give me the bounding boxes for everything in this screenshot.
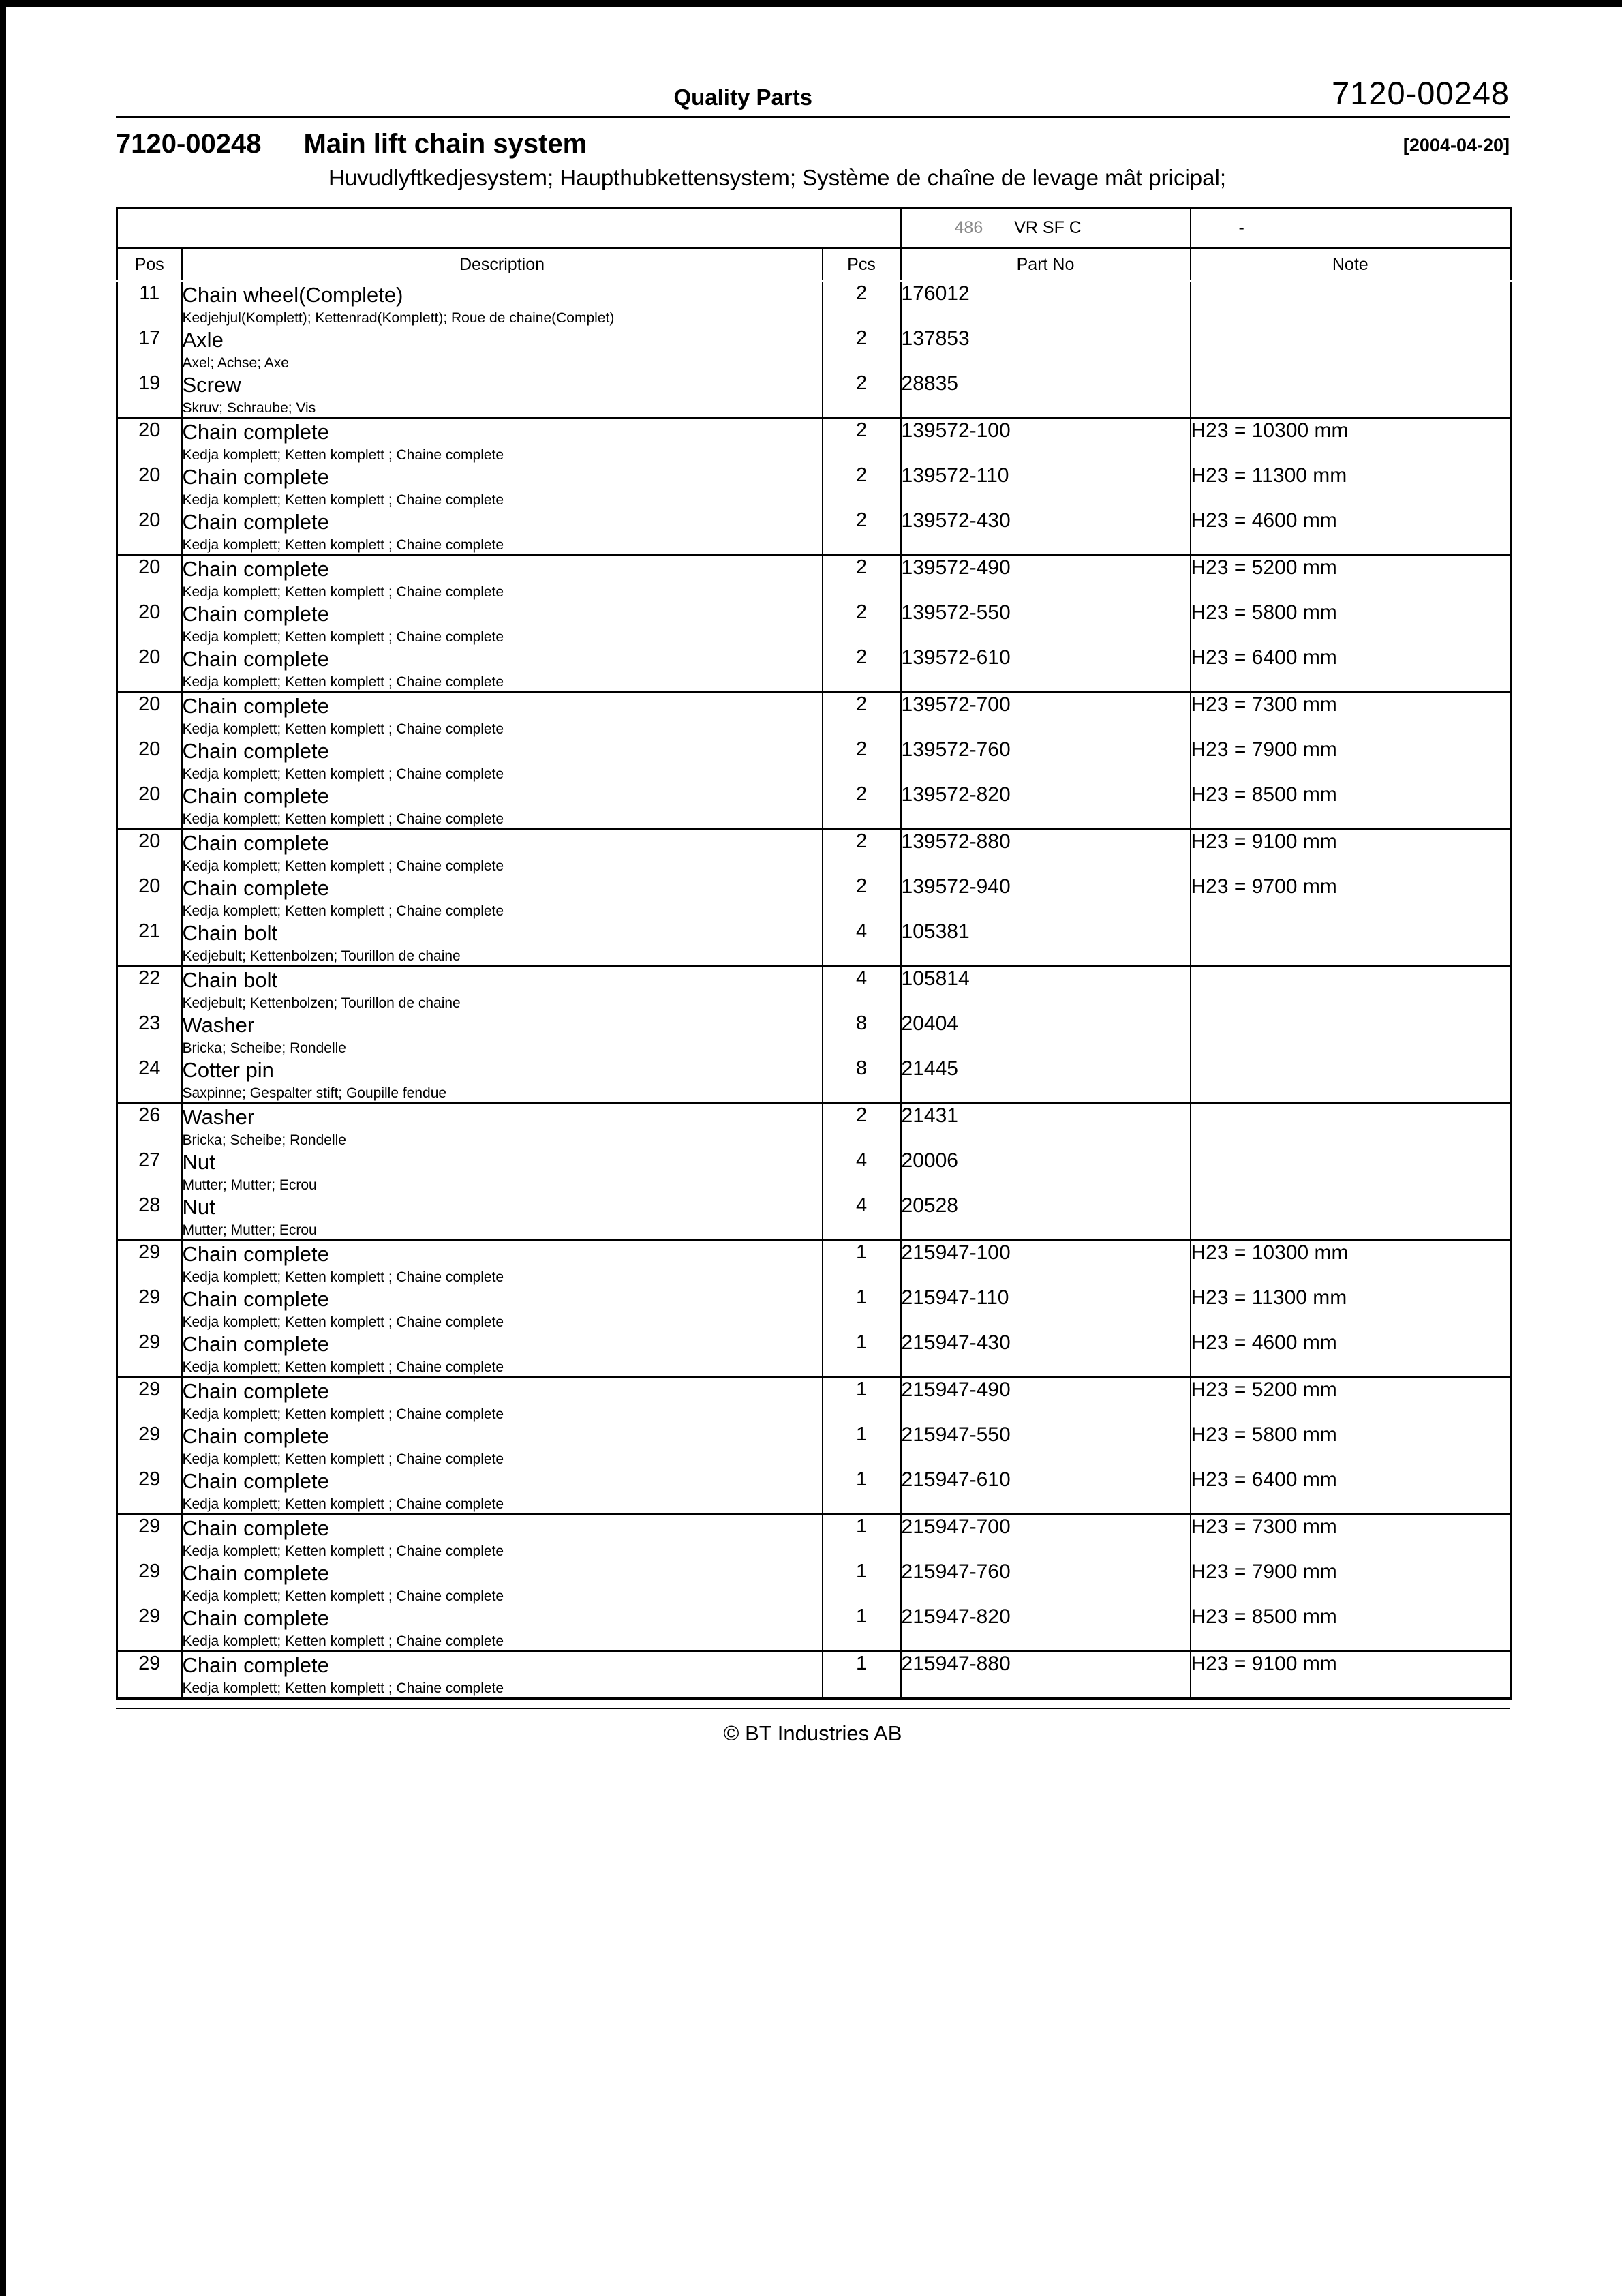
row-description-main: Chain complete	[182, 1423, 329, 1448]
row-pos: 29	[117, 1468, 182, 1515]
table-row	[117, 372, 1511, 419]
row-pcs: 2	[823, 875, 901, 920]
row-pos: 20	[138, 830, 161, 852]
row-pcs: 1	[823, 1651, 901, 1698]
row-note	[1191, 327, 1511, 372]
row-description-main: Chain complete	[182, 1560, 329, 1585]
row-pos: 29	[138, 1378, 161, 1400]
row-pos: 20	[138, 601, 161, 623]
table-row	[117, 829, 1511, 875]
scan-edge-top	[0, 0, 1622, 7]
table-row	[117, 281, 1511, 327]
row-note: H23 = 5800 mm	[1191, 1423, 1511, 1468]
row-description	[182, 1377, 823, 1423]
row-description	[182, 783, 823, 830]
table-row	[117, 1286, 1511, 1331]
row-pos: 20	[138, 693, 161, 715]
row-description-main: Chain complete	[182, 1331, 329, 1356]
row-description-translations: Mutter; Mutter; Ecrou	[182, 1177, 317, 1193]
row-description-translations: Kedja komplett; Ketten komplett ; Chaine complete	[182, 674, 504, 690]
row-description-main: Chain complete	[182, 1652, 329, 1677]
row-description-translations: Kedja komplett; Ketten komplett ; Chaine complete	[182, 629, 504, 645]
row-description	[182, 1514, 823, 1560]
row-part-number: 215947-550	[901, 1423, 1191, 1468]
column-header-pcs: Pcs	[823, 248, 901, 281]
row-description	[182, 327, 823, 372]
table-row	[117, 783, 1511, 830]
document-number-header: 7120-00248	[1332, 75, 1510, 111]
row-part-number: 139572-100	[901, 418, 1191, 464]
row-note: H23 = 4600 mm	[1191, 1331, 1511, 1378]
table-row	[117, 1514, 1511, 1560]
row-pos: 29	[138, 1286, 161, 1308]
row-description	[182, 509, 823, 556]
row-pcs: 2	[823, 327, 901, 372]
row-note: H23 = 9100 mm	[1191, 829, 1511, 875]
row-description-main: Chain complete	[182, 464, 329, 489]
row-part-number: 215947-880	[901, 1651, 1191, 1698]
row-description	[182, 875, 823, 920]
row-note	[1191, 1149, 1511, 1194]
row-description-main: Chain complete	[182, 1286, 329, 1311]
row-description-main: Chain bolt	[182, 967, 278, 992]
title-translations: Huvudlyftkedjesystem; Haupthubkettensystem; Système de chaîne de levage mât pricipal;	[328, 165, 1227, 190]
row-pcs: 2	[823, 1103, 901, 1149]
model-band-row	[117, 209, 1511, 248]
row-description-translations: Kedja komplett; Ketten komplett ; Chaine complete	[182, 1496, 504, 1512]
row-note: H23 = 11300 mm	[1191, 1286, 1511, 1331]
row-description	[182, 1331, 823, 1378]
header-divider	[116, 116, 1510, 118]
row-description-main: Chain complete	[182, 693, 329, 718]
table-row	[117, 464, 1511, 509]
row-pcs: 2	[823, 692, 901, 738]
row-part-number: 215947-430	[901, 1331, 1191, 1378]
column-header-note: Note	[1191, 248, 1511, 281]
row-note: H23 = 7300 mm	[1191, 692, 1511, 738]
table-row	[117, 966, 1511, 1012]
row-description-main: Chain complete	[182, 646, 329, 671]
row-description	[182, 1423, 823, 1468]
row-description-translations: Kedja komplett; Ketten komplett ; Chaine complete	[182, 1406, 504, 1422]
row-part-number: 139572-940	[901, 875, 1191, 920]
table-row	[117, 509, 1511, 556]
row-part-number: 20528	[901, 1194, 1191, 1241]
table-row	[117, 601, 1511, 646]
row-description-translations: Skruv; Schraube; Vis	[182, 399, 316, 416]
row-pcs: 4	[823, 920, 901, 967]
column-header-description: Description	[182, 248, 823, 281]
row-description-main: Chain bolt	[182, 920, 278, 945]
row-note	[1191, 1012, 1511, 1057]
table-row	[117, 1468, 1511, 1515]
row-pos: 20	[138, 738, 161, 760]
row-description-main: Chain complete	[182, 738, 329, 763]
row-description	[182, 738, 823, 783]
row-pos: 17	[138, 327, 161, 349]
row-note: H23 = 11300 mm	[1191, 464, 1511, 509]
row-description	[182, 1560, 823, 1605]
row-description-translations: Kedja komplett; Ketten komplett ; Chaine complete	[182, 1633, 504, 1649]
table-row	[117, 1560, 1511, 1605]
row-description-translations: Kedja komplett; Ketten komplett ; Chaine complete	[182, 721, 504, 737]
row-pos: 29	[138, 1515, 161, 1537]
row-note: H23 = 6400 mm	[1191, 1468, 1511, 1515]
row-description-main: Chain complete	[182, 1241, 329, 1266]
row-description-main: Cotter pin	[182, 1057, 274, 1082]
row-part-number: 215947-820	[901, 1605, 1191, 1652]
row-part-number: 215947-490	[901, 1377, 1191, 1423]
row-description	[182, 1651, 823, 1698]
row-part-number: 105381	[901, 920, 1191, 967]
row-description	[182, 1605, 823, 1652]
row-part-number: 139572-430	[901, 509, 1191, 556]
row-description-main: Washer	[182, 1012, 255, 1037]
row-description	[182, 372, 823, 419]
row-description-main: Chain complete	[182, 1605, 329, 1630]
table-row	[117, 1240, 1511, 1286]
row-note: H23 = 7300 mm	[1191, 1514, 1511, 1560]
row-description-translations: Kedja komplett; Ketten komplett ; Chaine complete	[182, 1451, 504, 1467]
row-pcs: 2	[823, 464, 901, 509]
row-note: H23 = 6400 mm	[1191, 646, 1511, 693]
document-number: 7120-00248	[116, 129, 262, 159]
row-description-main: Chain complete	[182, 830, 329, 855]
row-pcs: 2	[823, 646, 901, 693]
row-pos: 20	[138, 419, 161, 441]
row-description-main: Nut	[182, 1149, 215, 1174]
table-row	[117, 1651, 1511, 1698]
row-pos: 19	[117, 372, 182, 419]
row-description-translations: Kedja komplett; Ketten komplett ; Chaine complete	[182, 1588, 504, 1604]
row-pos: 11	[139, 282, 160, 304]
row-note	[1191, 920, 1511, 967]
row-part-number: 21431	[901, 1103, 1191, 1149]
row-pcs: 1	[823, 1514, 901, 1560]
row-note: H23 = 5800 mm	[1191, 601, 1511, 646]
row-description	[182, 1149, 823, 1194]
row-description	[182, 1240, 823, 1286]
row-description	[182, 555, 823, 601]
row-part-number: 139572-700	[901, 692, 1191, 738]
row-pos: 20	[117, 646, 182, 693]
table-row	[117, 1377, 1511, 1423]
parts-rows	[117, 281, 1511, 1699]
row-description	[182, 692, 823, 738]
row-description	[182, 1286, 823, 1331]
row-description-translations: Kedja komplett; Ketten komplett ; Chaine complete	[182, 1680, 504, 1696]
row-pcs: 1	[823, 1423, 901, 1468]
table-row	[117, 1103, 1511, 1149]
row-pcs: 2	[823, 418, 901, 464]
row-pcs: 4	[823, 966, 901, 1012]
row-description-translations: Kedja komplett; Ketten komplett ; Chaine complete	[182, 1314, 504, 1330]
row-description	[182, 1103, 823, 1149]
row-part-number: 139572-760	[901, 738, 1191, 783]
table-row	[117, 418, 1511, 464]
row-pos: 24	[117, 1057, 182, 1104]
row-pcs: 2	[823, 829, 901, 875]
row-description	[182, 920, 823, 967]
row-note	[1191, 1103, 1511, 1149]
model-band-cell	[901, 209, 1191, 248]
table-row	[117, 646, 1511, 693]
column-header-partno: Part No	[901, 248, 1191, 281]
footer-divider	[116, 1708, 1510, 1709]
row-part-number: 139572-550	[901, 601, 1191, 646]
row-pcs: 1	[823, 1605, 901, 1652]
row-pcs: 4	[823, 1194, 901, 1241]
table-row	[117, 692, 1511, 738]
row-description-main: Screw	[182, 372, 241, 397]
parts-table	[116, 207, 1512, 1700]
row-part-number: 139572-490	[901, 555, 1191, 601]
row-description-main: Chain complete	[182, 1515, 329, 1540]
row-part-number: 137853	[901, 327, 1191, 372]
row-pos: 27	[138, 1149, 161, 1171]
model-band-code: 486	[954, 218, 983, 238]
row-part-number: 215947-100	[901, 1240, 1191, 1286]
row-description	[182, 966, 823, 1012]
row-note: H23 = 8500 mm	[1191, 783, 1511, 830]
page-title: Main lift chain system	[303, 129, 587, 159]
table-row	[117, 1012, 1511, 1057]
row-part-number: 215947-760	[901, 1560, 1191, 1605]
row-description-main: Chain complete	[182, 1468, 329, 1493]
row-note: H23 = 9700 mm	[1191, 875, 1511, 920]
row-pos: 20	[138, 464, 161, 486]
row-pcs: 2	[823, 372, 901, 419]
row-pos: 23	[138, 1012, 161, 1034]
row-description	[182, 464, 823, 509]
table-row	[117, 1605, 1511, 1652]
row-pos: 26	[138, 1104, 161, 1126]
row-part-number: 139572-820	[901, 783, 1191, 830]
row-part-number: 215947-700	[901, 1514, 1191, 1560]
row-pos: 20	[138, 556, 161, 578]
row-pcs: 2	[823, 738, 901, 783]
row-description-translations: Kedja komplett; Ketten komplett ; Chaine complete	[182, 584, 504, 600]
row-pcs: 1	[823, 1377, 901, 1423]
row-pcs: 4	[823, 1149, 901, 1194]
row-pcs: 1	[823, 1560, 901, 1605]
footer-copyright: © BT Industries AB	[723, 1721, 902, 1745]
row-part-number: 176012	[901, 281, 1191, 327]
table-row	[117, 327, 1511, 372]
row-pcs: 2	[823, 783, 901, 830]
row-pos: 29	[138, 1652, 161, 1674]
table-row	[117, 1331, 1511, 1378]
document-date: [2004-04-20]	[1403, 135, 1510, 155]
row-description-translations: Kedja komplett; Ketten komplett ; Chaine complete	[182, 858, 504, 874]
row-part-number: 28835	[901, 372, 1191, 419]
row-pcs: 1	[823, 1240, 901, 1286]
row-pcs: 1	[823, 1286, 901, 1331]
row-description	[182, 418, 823, 464]
row-pos: 20	[138, 875, 161, 897]
row-description-translations: Kedja komplett; Ketten komplett ; Chaine complete	[182, 447, 504, 463]
row-note	[1191, 1194, 1511, 1241]
row-pos: 29	[117, 1331, 182, 1378]
row-pcs: 2	[823, 509, 901, 556]
row-description-main: Chain complete	[182, 556, 329, 581]
scan-edge-left	[0, 0, 6, 2296]
row-description-main: Chain complete	[182, 419, 329, 444]
row-description	[182, 601, 823, 646]
table-row	[117, 1149, 1511, 1194]
row-description-translations: Kedja komplett; Ketten komplett ; Chaine complete	[182, 903, 504, 919]
row-description-main: Axle	[182, 327, 224, 352]
row-description	[182, 1012, 823, 1057]
row-description-translations: Axel; Achse; Axe	[182, 354, 289, 371]
row-description-main: Chain complete	[182, 875, 329, 900]
model-band-blank	[117, 209, 901, 248]
row-note	[1191, 1057, 1511, 1104]
row-description-translations: Kedja komplett; Ketten komplett ; Chaine complete	[182, 1543, 504, 1559]
row-part-number: 20404	[901, 1012, 1191, 1057]
row-description-main: Chain complete	[182, 601, 329, 626]
table-row	[117, 920, 1511, 967]
row-pos: 21	[117, 920, 182, 967]
column-header-pos: Pos	[117, 248, 182, 281]
row-description-translations: Kedjebult; Kettenbolzen; Tourillon de chaine	[182, 948, 461, 964]
row-description-translations: Mutter; Mutter; Ecrou	[182, 1222, 317, 1238]
table-row	[117, 1423, 1511, 1468]
row-part-number: 215947-610	[901, 1468, 1191, 1515]
row-description-translations: Kedjehjul(Komplett); Kettenrad(Komplett); Roue de chaine(Complet)	[182, 309, 615, 326]
row-description-main: Nut	[182, 1194, 215, 1219]
row-note: H23 = 9100 mm	[1191, 1651, 1511, 1698]
row-description-translations: Bricka; Scheibe; Rondelle	[182, 1132, 346, 1148]
row-note: H23 = 7900 mm	[1191, 738, 1511, 783]
row-note: H23 = 4600 mm	[1191, 509, 1511, 556]
row-description	[182, 281, 823, 327]
row-pcs: 2	[823, 281, 901, 327]
row-description-main: Chain wheel(Complete)	[182, 282, 403, 307]
row-part-number: 139572-110	[901, 464, 1191, 509]
row-description	[182, 1468, 823, 1515]
row-pcs: 1	[823, 1468, 901, 1515]
row-note	[1191, 281, 1511, 327]
table-row	[117, 1194, 1511, 1241]
row-pos: 20	[117, 509, 182, 556]
row-note: H23 = 8500 mm	[1191, 1605, 1511, 1652]
row-part-number: 139572-610	[901, 646, 1191, 693]
row-description	[182, 1057, 823, 1104]
row-description-translations: Saxpinne; Gespalter stift; Goupille fendue	[182, 1085, 447, 1101]
row-part-number: 105814	[901, 966, 1191, 1012]
row-pos: 28	[117, 1194, 182, 1241]
row-pcs: 8	[823, 1057, 901, 1104]
row-note: H23 = 10300 mm	[1191, 1240, 1511, 1286]
row-part-number: 20006	[901, 1149, 1191, 1194]
row-description	[182, 646, 823, 693]
row-pos: 22	[138, 967, 161, 989]
row-description-translations: Kedja komplett; Ketten komplett ; Chaine complete	[182, 537, 504, 553]
model-band-model: VR SF C	[1014, 218, 1082, 238]
column-header-row	[117, 248, 1511, 281]
row-description-translations: Kedja komplett; Ketten komplett ; Chaine complete	[182, 811, 504, 827]
row-pcs: 1	[823, 1331, 901, 1378]
brand-title: Quality Parts	[673, 85, 813, 110]
table-row	[117, 1057, 1511, 1104]
row-pos: 29	[138, 1560, 161, 1582]
row-description-main: Washer	[182, 1104, 255, 1129]
model-band-dash: -	[1191, 209, 1511, 248]
row-description-main: Chain complete	[182, 1378, 329, 1403]
row-description-translations: Kedjebult; Kettenbolzen; Tourillon de chaine	[182, 995, 461, 1011]
row-description	[182, 829, 823, 875]
table-row	[117, 738, 1511, 783]
row-note: H23 = 5200 mm	[1191, 555, 1511, 601]
title-left	[116, 129, 587, 160]
row-pos: 29	[138, 1423, 161, 1445]
row-pos: 29	[138, 1241, 161, 1263]
row-part-number: 139572-880	[901, 829, 1191, 875]
row-description-main: Chain complete	[182, 783, 329, 808]
row-description	[182, 1194, 823, 1241]
row-description-main: Chain complete	[182, 509, 329, 534]
row-description-translations: Kedja komplett; Ketten komplett ; Chaine complete	[182, 492, 504, 508]
row-part-number: 21445	[901, 1057, 1191, 1104]
row-note: H23 = 10300 mm	[1191, 418, 1511, 464]
row-note	[1191, 966, 1511, 1012]
row-pcs: 2	[823, 555, 901, 601]
table-row	[117, 875, 1511, 920]
page-header	[116, 35, 1510, 116]
row-note	[1191, 372, 1511, 419]
row-note: H23 = 7900 mm	[1191, 1560, 1511, 1605]
row-description-translations: Kedja komplett; Ketten komplett ; Chaine complete	[182, 1269, 504, 1285]
row-pcs: 8	[823, 1012, 901, 1057]
row-description-translations: Kedja komplett; Ketten komplett ; Chaine complete	[182, 766, 504, 782]
row-pos: 29	[117, 1605, 182, 1652]
row-note: H23 = 5200 mm	[1191, 1377, 1511, 1423]
table-row	[117, 555, 1511, 601]
row-description-translations: Kedja komplett; Ketten komplett ; Chaine complete	[182, 1359, 504, 1375]
row-pcs: 2	[823, 601, 901, 646]
row-description-translations: Bricka; Scheibe; Rondelle	[182, 1040, 346, 1056]
title-bar	[116, 129, 1510, 160]
row-part-number: 215947-110	[901, 1286, 1191, 1331]
row-pos: 20	[117, 783, 182, 830]
